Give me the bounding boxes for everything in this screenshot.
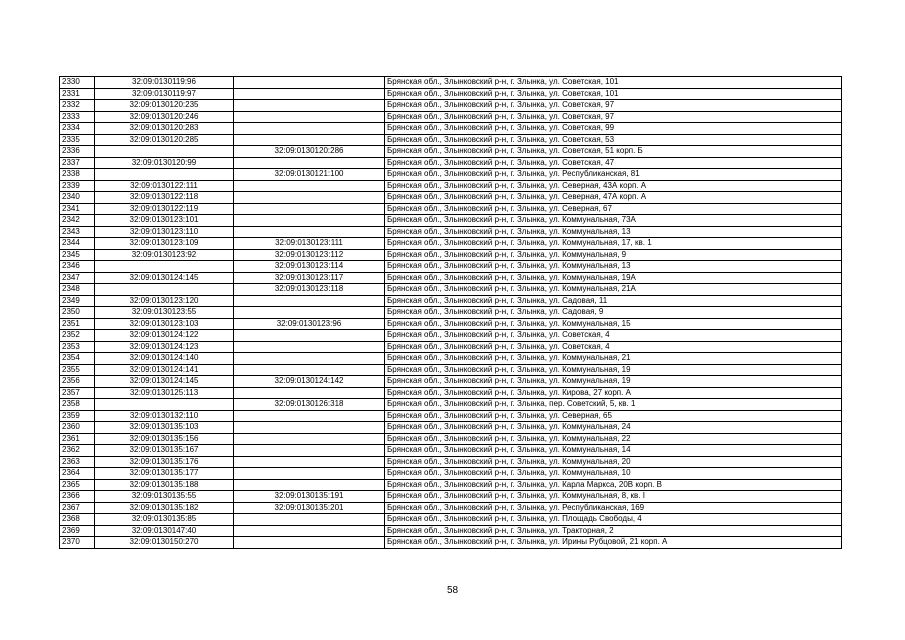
related-cadastral-number: 32:09:0130123:117 <box>234 272 385 284</box>
cadastral-number <box>95 261 234 273</box>
row-number: 2335 <box>60 134 95 146</box>
row-number: 2361 <box>60 433 95 445</box>
cadastral-number: 32:09:0130147:40 <box>95 525 234 537</box>
related-cadastral-number: 32:09:0130135:201 <box>234 502 385 514</box>
cadastral-number: 32:09:0130125:113 <box>95 387 234 399</box>
table-row <box>60 422 842 434</box>
cadastral-number: 32:09:0130123:103 <box>95 318 234 330</box>
related-cadastral-number <box>234 226 385 238</box>
row-number: 2347 <box>60 272 95 284</box>
address: Брянская обл., Злынковский р-н, г. Злынка, ул. Коммунальная, 19А <box>385 272 842 284</box>
table-row <box>60 226 842 238</box>
table-row <box>60 307 842 319</box>
related-cadastral-number <box>234 100 385 112</box>
registry-table <box>59 76 842 549</box>
cadastral-number: 32:09:0130119:97 <box>95 88 234 100</box>
cadastral-number: 32:09:0130124:122 <box>95 330 234 342</box>
related-cadastral-number <box>234 157 385 169</box>
table-row <box>60 456 842 468</box>
address: Брянская обл., Злынковский р-н, г. Злынка, ул. Советская, 4 <box>385 341 842 353</box>
cadastral-number: 32:09:0130135:103 <box>95 422 234 434</box>
address: Брянская обл., Злынковский р-н, г. Злынка, ул. Коммунальная, 22 <box>385 433 842 445</box>
row-number: 2334 <box>60 123 95 135</box>
cadastral-number: 32:09:0130124:145 <box>95 376 234 388</box>
table-row <box>60 468 842 480</box>
row-number: 2338 <box>60 169 95 181</box>
cadastral-number: 32:09:0130123:55 <box>95 307 234 319</box>
related-cadastral-number <box>234 410 385 422</box>
related-cadastral-number <box>234 77 385 89</box>
row-number: 2366 <box>60 491 95 503</box>
row-number: 2367 <box>60 502 95 514</box>
related-cadastral-number <box>234 111 385 123</box>
related-cadastral-number: 32:09:0130123:111 <box>234 238 385 250</box>
row-number: 2337 <box>60 157 95 169</box>
address: Брянская обл., Злынковский р-н, г. Злынка, ул. Коммунальная, 14 <box>385 445 842 457</box>
cadastral-number: 32:09:0130124:145 <box>95 272 234 284</box>
cadastral-number: 32:09:0130135:85 <box>95 514 234 526</box>
table-row <box>60 399 842 411</box>
table-row <box>60 410 842 422</box>
table-row <box>60 134 842 146</box>
table-row <box>60 502 842 514</box>
address: Брянская обл., Злынковский р-н, г. Злынка, ул. Республиканская, 169 <box>385 502 842 514</box>
cadastral-number <box>95 399 234 411</box>
address: Брянская обл., Злынковский р-н, г. Злынка, ул. Северная, 43А корп. А <box>385 180 842 192</box>
related-cadastral-number <box>234 514 385 526</box>
related-cadastral-number <box>234 295 385 307</box>
cadastral-number: 32:09:0130122:111 <box>95 180 234 192</box>
address: Брянская обл., Злынковский р-н, г. Злынка, ул. Советская, 47 <box>385 157 842 169</box>
address: Брянская обл., Злынковский р-н, г. Злынка, ул. Тракторная, 2 <box>385 525 842 537</box>
table-row <box>60 491 842 503</box>
cadastral-number: 32:09:0130135:156 <box>95 433 234 445</box>
table-row <box>60 261 842 273</box>
row-number: 2360 <box>60 422 95 434</box>
address: Брянская обл., Злынковский р-н, г. Злынка, ул. Советская, 101 <box>385 88 842 100</box>
table-row <box>60 330 842 342</box>
cadastral-number <box>95 169 234 181</box>
table-row <box>60 537 842 549</box>
row-number: 2330 <box>60 77 95 89</box>
table-row <box>60 284 842 296</box>
cadastral-number: 32:09:0130124:140 <box>95 353 234 365</box>
address: Брянская обл., Злынковский р-н, г. Злынка, ул. Коммунальная, 21 <box>385 353 842 365</box>
page-number: 58 <box>446 585 459 596</box>
table-row <box>60 123 842 135</box>
row-number: 2364 <box>60 468 95 480</box>
address: Брянская обл., Злынковский р-н, г. Злынка, ул. Коммунальная, 21А <box>385 284 842 296</box>
related-cadastral-number <box>234 422 385 434</box>
related-cadastral-number <box>234 445 385 457</box>
cadastral-number: 32:09:0130132:110 <box>95 410 234 422</box>
cadastral-number: 32:09:0130120:285 <box>95 134 234 146</box>
row-number: 2345 <box>60 249 95 261</box>
related-cadastral-number: 32:09:0130123:114 <box>234 261 385 273</box>
table-row <box>60 364 842 376</box>
address: Брянская обл., Злынковский р-н, г. Злынка, ул. Коммунальная, 19 <box>385 364 842 376</box>
related-cadastral-number: 32:09:0130120:286 <box>234 146 385 158</box>
row-number: 2353 <box>60 341 95 353</box>
row-number: 2363 <box>60 456 95 468</box>
address: Брянская обл., Злынковский р-н, г. Злынка, ул. Северная, 67 <box>385 203 842 215</box>
address: Брянская обл., Злынковский р-н, г. Злынка, пер. Советский, 5, кв. 1 <box>385 399 842 411</box>
table-row <box>60 77 842 89</box>
address: Брянская обл., Злынковский р-н, г. Злынка, ул. Коммунальная, 13 <box>385 261 842 273</box>
related-cadastral-number: 32:09:0130123:118 <box>234 284 385 296</box>
row-number: 2357 <box>60 387 95 399</box>
table-row <box>60 341 842 353</box>
cadastral-number: 32:09:0130135:176 <box>95 456 234 468</box>
row-number: 2342 <box>60 215 95 227</box>
address: Брянская обл., Злынковский р-н, г. Злынка, ул. Садовая, 11 <box>385 295 842 307</box>
related-cadastral-number <box>234 364 385 376</box>
registry-table-body <box>60 77 842 549</box>
table-row <box>60 238 842 250</box>
address: Брянская обл., Злынковский р-н, г. Злынка, ул. Коммунальная, 17, кв. 1 <box>385 238 842 250</box>
row-number: 2332 <box>60 100 95 112</box>
address: Брянская обл., Злынковский р-н, г. Злынка, ул. Коммунальная, 8, кв. I <box>385 491 842 503</box>
cadastral-number: 32:09:0130150:270 <box>95 537 234 549</box>
related-cadastral-number <box>234 387 385 399</box>
row-number: 2354 <box>60 353 95 365</box>
table-row <box>60 525 842 537</box>
address: Брянская обл., Злынковский р-н, г. Злынка, ул. Коммунальная, 15 <box>385 318 842 330</box>
table-row <box>60 433 842 445</box>
cadastral-number <box>95 146 234 158</box>
cadastral-number <box>95 284 234 296</box>
cadastral-number: 32:09:0130135:177 <box>95 468 234 480</box>
table-row <box>60 353 842 365</box>
cadastral-number: 32:09:0130135:182 <box>95 502 234 514</box>
row-number: 2368 <box>60 514 95 526</box>
cadastral-number: 32:09:0130122:118 <box>95 192 234 204</box>
cadastral-number: 32:09:0130120:235 <box>95 100 234 112</box>
cadastral-number: 32:09:0130124:141 <box>95 364 234 376</box>
row-number: 2362 <box>60 445 95 457</box>
address: Брянская обл., Злынковский р-н, г. Злынка, ул. Карла Маркса, 20В корп. В <box>385 479 842 491</box>
address: Брянская обл., Злынковский р-н, г. Злынка, ул. Коммунальная, 19 <box>385 376 842 388</box>
related-cadastral-number <box>234 456 385 468</box>
row-number: 2352 <box>60 330 95 342</box>
cadastral-number: 32:09:0130123:101 <box>95 215 234 227</box>
address: Брянская обл., Злынковский р-н, г. Злынка, ул. Коммунальная, 10 <box>385 468 842 480</box>
related-cadastral-number <box>234 525 385 537</box>
address: Брянская обл., Злынковский р-н, г. Злынка, ул. Коммунальная, 9 <box>385 249 842 261</box>
row-number: 2344 <box>60 238 95 250</box>
row-number: 2336 <box>60 146 95 158</box>
address: Брянская обл., Злынковский р-н, г. Злынка, ул. Площадь Свободы, 4 <box>385 514 842 526</box>
row-number: 2356 <box>60 376 95 388</box>
address: Брянская обл., Злынковский р-н, г. Злынка, ул. Кирова, 27 корп. А <box>385 387 842 399</box>
related-cadastral-number <box>234 330 385 342</box>
related-cadastral-number <box>234 180 385 192</box>
address: Брянская обл., Злынковский р-н, г. Злынка, ул. Коммунальная, 20 <box>385 456 842 468</box>
row-number: 2365 <box>60 479 95 491</box>
cadastral-number: 32:09:0130135:188 <box>95 479 234 491</box>
address: Брянская обл., Злынковский р-н, г. Злынка, ул. Советская, 97 <box>385 100 842 112</box>
address: Брянская обл., Злынковский р-н, г. Злынка, ул. Республиканская, 81 <box>385 169 842 181</box>
cadastral-number: 32:09:0130122:119 <box>95 203 234 215</box>
row-number: 2333 <box>60 111 95 123</box>
table-row <box>60 180 842 192</box>
table-row <box>60 88 842 100</box>
address: Брянская обл., Злынковский р-н, г. Злынка, ул. Северная, 47А корп. А <box>385 192 842 204</box>
cadastral-number: 32:09:0130135:167 <box>95 445 234 457</box>
table-row <box>60 514 842 526</box>
table-row <box>60 295 842 307</box>
related-cadastral-number <box>234 123 385 135</box>
row-number: 2348 <box>60 284 95 296</box>
related-cadastral-number <box>234 341 385 353</box>
row-number: 2343 <box>60 226 95 238</box>
table-row <box>60 215 842 227</box>
related-cadastral-number: 32:09:0130124:142 <box>234 376 385 388</box>
row-number: 2358 <box>60 399 95 411</box>
address: Брянская обл., Злынковский р-н, г. Злынка, ул. Советская, 51 корп. Б <box>385 146 842 158</box>
related-cadastral-number <box>234 479 385 491</box>
cadastral-number: 32:09:0130135:55 <box>95 491 234 503</box>
related-cadastral-number: 32:09:0130123:112 <box>234 249 385 261</box>
table-row <box>60 169 842 181</box>
cadastral-number: 32:09:0130123:120 <box>95 295 234 307</box>
row-number: 2331 <box>60 88 95 100</box>
cadastral-number: 32:09:0130120:99 <box>95 157 234 169</box>
table-row <box>60 146 842 158</box>
address: Брянская обл., Злынковский р-н, г. Злынка, ул. Советская, 99 <box>385 123 842 135</box>
address: Брянская обл., Злынковский р-н, г. Злынка, ул. Ирины Рубцовой, 21 корп. А <box>385 537 842 549</box>
cadastral-number: 32:09:0130123:92 <box>95 249 234 261</box>
cadastral-number: 32:09:0130124:123 <box>95 341 234 353</box>
cadastral-number: 32:09:0130120:246 <box>95 111 234 123</box>
address: Брянская обл., Злынковский р-н, г. Злынка, ул. Советская, 4 <box>385 330 842 342</box>
related-cadastral-number: 32:09:0130123:96 <box>234 318 385 330</box>
cadastral-number: 32:09:0130120:283 <box>95 123 234 135</box>
related-cadastral-number: 32:09:0130126:318 <box>234 399 385 411</box>
row-number: 2370 <box>60 537 95 549</box>
address: Брянская обл., Злынковский р-н, г. Злынка, ул. Коммунальная, 73А <box>385 215 842 227</box>
table-row <box>60 192 842 204</box>
table-row <box>60 111 842 123</box>
row-number: 2340 <box>60 192 95 204</box>
table-row <box>60 203 842 215</box>
related-cadastral-number <box>234 203 385 215</box>
address: Брянская обл., Злынковский р-н, г. Злынка, ул. Коммунальная, 13 <box>385 226 842 238</box>
table-row <box>60 445 842 457</box>
related-cadastral-number <box>234 433 385 445</box>
address: Брянская обл., Злынковский р-н, г. Злынка, ул. Северная, 65 <box>385 410 842 422</box>
row-number: 2339 <box>60 180 95 192</box>
row-number: 2350 <box>60 307 95 319</box>
row-number: 2369 <box>60 525 95 537</box>
related-cadastral-number: 32:09:0130135:191 <box>234 491 385 503</box>
related-cadastral-number: 32:09:0130121:100 <box>234 169 385 181</box>
table-row <box>60 272 842 284</box>
cadastral-number: 32:09:0130123:109 <box>95 238 234 250</box>
table-row <box>60 376 842 388</box>
related-cadastral-number <box>234 468 385 480</box>
related-cadastral-number <box>234 192 385 204</box>
related-cadastral-number <box>234 134 385 146</box>
row-number: 2351 <box>60 318 95 330</box>
related-cadastral-number <box>234 88 385 100</box>
row-number: 2355 <box>60 364 95 376</box>
table-row <box>60 157 842 169</box>
table-row <box>60 249 842 261</box>
address: Брянская обл., Злынковский р-н, г. Злынка, ул. Советская, 53 <box>385 134 842 146</box>
related-cadastral-number <box>234 307 385 319</box>
related-cadastral-number <box>234 215 385 227</box>
table-row <box>60 318 842 330</box>
address: Брянская обл., Злынковский р-н, г. Злынка, ул. Коммунальная, 24 <box>385 422 842 434</box>
address: Брянская обл., Злынковский р-н, г. Злынка, ул. Советская, 97 <box>385 111 842 123</box>
table-row <box>60 387 842 399</box>
cadastral-number: 32:09:0130119:96 <box>95 77 234 89</box>
related-cadastral-number <box>234 537 385 549</box>
table-row <box>60 100 842 112</box>
related-cadastral-number <box>234 353 385 365</box>
table-row <box>60 479 842 491</box>
address: Брянская обл., Злынковский р-н, г. Злынка, ул. Советская, 101 <box>385 77 842 89</box>
address: Брянская обл., Злынковский р-н, г. Злынка, ул. Садовая, 9 <box>385 307 842 319</box>
row-number: 2346 <box>60 261 95 273</box>
row-number: 2349 <box>60 295 95 307</box>
row-number: 2341 <box>60 203 95 215</box>
row-number: 2359 <box>60 410 95 422</box>
cadastral-number: 32:09:0130123:110 <box>95 226 234 238</box>
